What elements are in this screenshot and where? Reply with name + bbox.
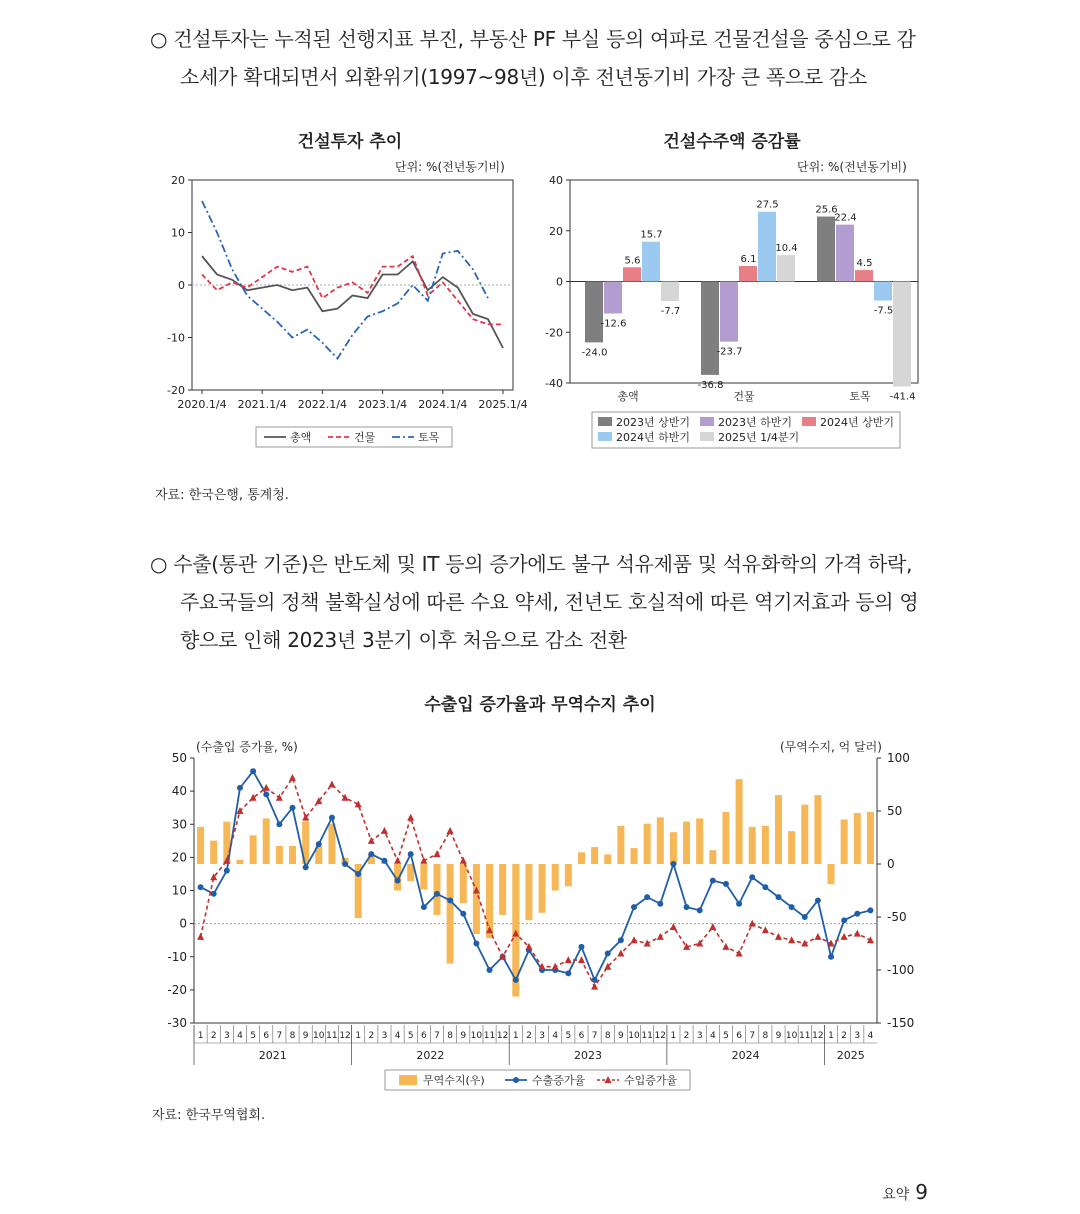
chart-unit-label: 단위: %(전년동기비) (797, 160, 907, 174)
export-point (250, 768, 256, 774)
chart-title-construction-investment: 건설투자 추이 (297, 132, 403, 152)
trade-balance-bar (617, 826, 624, 864)
month-label: 8 (289, 1031, 296, 1041)
legend-label: 수출증가율 (532, 1074, 586, 1087)
export-point (578, 944, 584, 950)
month-label: 3 (854, 1031, 861, 1041)
trade-balance-bar (578, 852, 585, 864)
import-point (788, 936, 795, 943)
paragraph-exports (150, 545, 940, 659)
bar-data-label: 15.7 (640, 229, 663, 241)
month-label: 4 (237, 1031, 243, 1041)
month-label: 12 (812, 1031, 824, 1041)
export-point (775, 894, 781, 900)
month-label: 2 (683, 1031, 690, 1041)
legend-label: 2024년 상반기 (820, 416, 894, 429)
legend-swatch (598, 417, 612, 426)
trade-balance-bar (801, 805, 808, 864)
export-point (631, 904, 637, 910)
year-label: 2021 (258, 1049, 287, 1062)
bar-4 (874, 282, 892, 301)
month-label: 7 (434, 1031, 440, 1041)
month-label: 1 (197, 1031, 204, 1041)
trade-balance-bar (328, 824, 335, 864)
bar-data-label: -36.8 (697, 379, 724, 391)
trade-balance-bar (657, 817, 664, 864)
import-point (263, 784, 270, 791)
legend-swatch (700, 432, 714, 441)
bar-1 (701, 282, 719, 375)
export-point (867, 907, 873, 913)
x-tick-label: 2023.1/4 (357, 398, 408, 411)
left-y-tick-label: -20 (167, 982, 187, 997)
bar-1 (817, 217, 835, 282)
export-point (605, 950, 611, 956)
legend-swatch (399, 1075, 417, 1085)
source-note: 자료: 한국은행, 통계청. (155, 488, 289, 503)
bar-data-label: -24.0 (581, 347, 608, 359)
month-label: 7 (749, 1031, 756, 1041)
export-point (828, 954, 834, 960)
trade-balance-bar (263, 818, 270, 864)
export-point (644, 894, 650, 900)
import-point (631, 936, 638, 943)
import-point (342, 794, 349, 801)
month-label: 3 (381, 1031, 388, 1041)
export-point (263, 791, 269, 797)
year-label: 2025 (836, 1049, 865, 1062)
export-point (710, 878, 716, 884)
legend-label: 총액 (290, 431, 312, 444)
export-point (697, 907, 703, 913)
paragraph-line: ○ 건설투자는 누적된 선행지표 부진, 부동산 PF 부실 등의 여파로 건물건설을 중심으로 감 (150, 27, 916, 51)
import-point (433, 850, 440, 857)
trade-balance-bar (604, 854, 611, 864)
source-note: 자료: 한국무역협회. (152, 1108, 266, 1123)
export-point (736, 901, 742, 907)
export-point (802, 914, 808, 920)
import-point (762, 926, 769, 933)
bar-data-label: 5.6 (624, 255, 641, 267)
trade-balance-bar (644, 824, 651, 864)
construction-orders-chart (530, 170, 930, 460)
x-category-label: 총액 (617, 390, 639, 403)
month-label: 1 (355, 1031, 362, 1041)
legend-swatch (598, 432, 612, 441)
left-y-tick-label: 30 (171, 817, 187, 832)
trade-balance-bar (841, 819, 848, 864)
bar-5 (777, 255, 795, 281)
month-label: 2 (841, 1031, 848, 1041)
import-point (447, 827, 454, 834)
month-label: 9 (460, 1031, 467, 1041)
export-point (408, 851, 414, 857)
month-label: 10 (628, 1031, 640, 1041)
page-number: 9 (915, 1180, 928, 1204)
x-tick-label: 2020.1/4 (177, 398, 227, 411)
export-point (224, 868, 230, 874)
import-point (578, 956, 585, 963)
trade-balance-bar (499, 864, 506, 915)
left-y-tick-label: -10 (167, 949, 187, 964)
bar-data-label: -12.6 (600, 318, 627, 330)
y-tick-label: -20 (545, 326, 563, 340)
trade-balance-bar (250, 835, 257, 864)
import-point (289, 774, 296, 781)
bar-data-label: 27.5 (756, 199, 779, 211)
bar-3 (855, 270, 873, 281)
y-tick-label: 40 (549, 174, 563, 187)
import-point (250, 794, 257, 801)
chart-title-trade: 수출입 증가율과 무역수지 추이 (424, 695, 656, 715)
month-label: 5 (565, 1031, 572, 1041)
month-label: 2 (368, 1031, 375, 1041)
month-label: 4 (867, 1031, 874, 1041)
trade-balance-bar (565, 864, 572, 886)
x-category-label: 토목 (849, 390, 871, 403)
month-label: 11 (483, 1031, 496, 1041)
trade-balance-bar (709, 850, 716, 864)
bar-data-label: 4.5 (856, 258, 873, 270)
chart-unit-label: 단위: %(전년동기비) (395, 160, 505, 174)
export-point (460, 911, 466, 917)
export-point (815, 897, 821, 903)
year-label: 2024 (731, 1049, 760, 1062)
export-point (723, 881, 729, 887)
x-category-label: 건물 (733, 390, 755, 403)
month-label: 1 (828, 1031, 834, 1041)
export-point (487, 967, 493, 973)
import-point (657, 933, 664, 940)
bar-1 (585, 282, 603, 343)
bar-2 (604, 282, 622, 314)
export-point (355, 871, 361, 877)
left-axis-label: (수출입 증가율, %) (196, 740, 298, 754)
bar-data-label: 6.1 (740, 254, 757, 266)
y-tick-label: 20 (171, 174, 185, 187)
trade-balance-bar (591, 847, 598, 864)
trade-balance-bar (867, 812, 874, 864)
export-point (618, 937, 624, 943)
export-point (670, 861, 676, 867)
legend-label: 2024년 하반기 (616, 431, 690, 444)
export-point (473, 941, 479, 947)
month-label: 12 (339, 1031, 351, 1041)
legend-label: 무역수지(우) (423, 1074, 485, 1087)
right-y-tick-label: -150 (887, 1016, 915, 1030)
export-point (211, 891, 217, 897)
month-label: 5 (407, 1031, 414, 1041)
bar-data-label: 25.6 (815, 204, 838, 216)
year-label: 2022 (416, 1049, 445, 1062)
month-label: 11 (641, 1031, 653, 1041)
export-point (565, 970, 571, 976)
import-point (407, 814, 414, 821)
month-label: 2 (210, 1031, 217, 1041)
trade-balance-bar (722, 812, 729, 864)
bar-3 (623, 267, 641, 281)
trade-balance-bar (828, 864, 835, 884)
left-y-tick-label: -30 (167, 1016, 187, 1030)
month-label: 8 (762, 1031, 769, 1041)
month-label: 4 (394, 1031, 401, 1041)
trade-balance-bar (696, 818, 703, 864)
legend-label: 2023년 하반기 (718, 416, 792, 429)
month-label: 9 (302, 1031, 309, 1041)
legend-label: 수입증가율 (624, 1074, 678, 1087)
import-point (722, 943, 729, 950)
y-tick-label: 0 (556, 275, 563, 289)
y-tick-label: -10 (167, 331, 185, 345)
export-point (684, 904, 690, 910)
month-label: 5 (723, 1031, 729, 1041)
export-point (329, 815, 335, 821)
bar-3 (739, 266, 757, 281)
import-point (854, 930, 861, 937)
left-y-tick-label: 40 (171, 784, 187, 799)
x-tick-label: 2025.1/4 (478, 398, 528, 411)
page-footer (882, 1180, 928, 1204)
import-point (394, 857, 401, 864)
export-point (762, 884, 768, 890)
bar-data-label: -41.4 (889, 391, 916, 403)
trade-balance-bar (276, 846, 283, 864)
trade-balance-bar (683, 822, 690, 864)
export-point (854, 911, 860, 917)
trade-balance-bar (749, 827, 756, 864)
export-point (276, 821, 282, 827)
trade-balance-bar (236, 860, 243, 864)
trade-balance-bar (775, 795, 782, 864)
y-tick-label: 20 (549, 224, 563, 238)
paragraph-line: 소세가 확대되면서 외환위기(1997~98년) 이후 전년동기비 가장 큰 폭으로 감소 (180, 65, 868, 89)
export-point (789, 904, 795, 910)
legend-label: 2023년 상반기 (616, 416, 690, 429)
bar-5 (893, 282, 911, 387)
export-point (434, 891, 440, 897)
import-growth-line (201, 778, 871, 987)
export-point (303, 864, 309, 870)
export-point (342, 861, 348, 867)
x-tick-label: 2024.1/4 (418, 398, 468, 411)
month-label: 6 (263, 1031, 270, 1041)
bar-data-label: -7.7 (660, 306, 681, 318)
month-label: 5 (250, 1031, 256, 1041)
bar-data-label: 22.4 (834, 212, 857, 224)
left-y-tick-label: 50 (171, 751, 187, 765)
month-label: 10 (313, 1031, 325, 1041)
left-y-tick-label: 0 (179, 916, 187, 931)
legend-label: 건물 (354, 431, 376, 444)
trade-balance-bar (736, 779, 743, 864)
export-growth-line (201, 771, 871, 980)
paragraph-line: 향으로 인해 2023년 3분기 이후 처음으로 감소 전환 (180, 628, 627, 652)
export-point (198, 884, 204, 890)
trade-balance-bar (210, 841, 217, 864)
import-point (276, 794, 283, 801)
trade-balance-bar (670, 832, 677, 864)
trade-balance-bar (539, 864, 546, 913)
month-label: 8 (604, 1031, 611, 1041)
legend-swatch (700, 417, 714, 426)
export-point (316, 841, 322, 847)
trade-balance-bar (525, 864, 532, 920)
trade-balance-bar (447, 864, 454, 964)
right-y-tick-label: -100 (887, 963, 915, 977)
bar-2 (720, 282, 738, 342)
trade-chart (150, 748, 930, 1098)
trade-balance-bar (460, 864, 467, 903)
import-point (591, 983, 598, 990)
x-tick-label: 2022.1/4 (297, 398, 348, 411)
export-point (395, 878, 401, 884)
import-point (368, 837, 375, 844)
export-point (657, 901, 663, 907)
month-label: 2 (526, 1031, 532, 1041)
import-point (775, 933, 782, 940)
trade-balance-bar (762, 826, 769, 864)
import-point (381, 827, 388, 834)
paragraph-construction (150, 20, 940, 96)
import-point (197, 933, 204, 940)
export-point (749, 874, 755, 880)
import-point (814, 933, 821, 940)
month-label: 11 (799, 1031, 811, 1041)
export-point (513, 977, 519, 983)
trade-balance-bar (854, 813, 861, 864)
export-point (237, 785, 243, 791)
month-label: 9 (618, 1031, 624, 1041)
month-label: 6 (736, 1031, 742, 1041)
legend-swatch (802, 417, 816, 426)
export-point (447, 897, 453, 903)
right-y-tick-label: -50 (887, 910, 907, 924)
export-point (381, 858, 387, 864)
y-tick-label: 0 (178, 279, 185, 292)
import-point (328, 781, 335, 788)
bar-2 (836, 225, 854, 282)
y-tick-label: 10 (171, 226, 185, 240)
bar-5 (661, 282, 679, 302)
month-label: 11 (326, 1031, 338, 1041)
bar-data-label: 10.4 (775, 243, 798, 255)
trade-balance-bar (433, 864, 440, 915)
bar-4 (642, 242, 660, 282)
bar-data-label: -23.7 (716, 346, 743, 358)
export-point (290, 805, 296, 811)
export-point (841, 917, 847, 923)
construction-investment-chart (160, 170, 540, 460)
month-label: 10 (470, 1031, 483, 1041)
trade-balance-bar (788, 831, 795, 864)
right-y-tick-label: 50 (887, 804, 903, 818)
month-label: 1 (670, 1031, 677, 1041)
month-label: 3 (696, 1031, 703, 1041)
export-point (368, 851, 374, 857)
month-label: 10 (785, 1031, 798, 1041)
year-label: 2023 (574, 1049, 603, 1062)
right-y-tick-label: 0 (887, 857, 895, 871)
x-tick-label: 2021.1/4 (237, 398, 287, 411)
right-axis-label: (무역수지, 억 달러) (780, 740, 882, 754)
month-label: 12 (654, 1031, 667, 1041)
import-point (841, 933, 848, 940)
month-label: 7 (276, 1031, 283, 1041)
trade-balance-bar (631, 848, 638, 864)
paragraph-line: ○ 수출(통관 기준)은 반도체 및 IT 등의 증가에도 불구 석유제품 및 석유화학의 가격 하락, (150, 552, 913, 576)
paragraph-line: 주요국들의 정책 불확실성에 따른 수요 약세, 전년도 호실적에 따른 역기저효과 등의 영 (180, 590, 919, 614)
y-tick-label: -40 (545, 377, 563, 390)
month-label: 8 (447, 1031, 453, 1041)
month-label: 7 (591, 1031, 598, 1041)
legend-label: 2025년 1/4분기 (718, 431, 800, 444)
bar-4 (758, 212, 776, 282)
y-tick-label: -20 (167, 384, 185, 397)
month-label: 4 (552, 1031, 559, 1041)
trade-balance-bar (552, 864, 559, 891)
import-point (565, 956, 572, 963)
month-label: 1 (512, 1031, 519, 1041)
month-label: 6 (578, 1031, 585, 1041)
footer-label: 요약 (882, 1187, 910, 1203)
month-label: 3 (223, 1031, 230, 1041)
trade-balance-bar (814, 795, 821, 864)
bar-data-label: -7.5 (873, 305, 894, 317)
export-point (421, 904, 427, 910)
chart-title-construction-orders: 건설수주액 증감률 (663, 132, 801, 152)
trade-balance-bar (197, 827, 204, 864)
trade-balance-bar (420, 864, 427, 889)
legend-marker (513, 1077, 519, 1083)
legend-label: 토목 (418, 431, 440, 444)
month-label: 3 (539, 1031, 545, 1041)
left-y-tick-label: 10 (171, 883, 187, 898)
month-label: 4 (709, 1031, 716, 1041)
month-label: 9 (775, 1031, 782, 1041)
left-y-tick-label: 20 (171, 850, 187, 865)
right-y-tick-label: 100 (887, 751, 910, 765)
import-point (460, 857, 467, 864)
trade-balance-bar (289, 846, 296, 864)
month-label: 6 (420, 1031, 427, 1041)
month-label: 12 (496, 1031, 509, 1041)
